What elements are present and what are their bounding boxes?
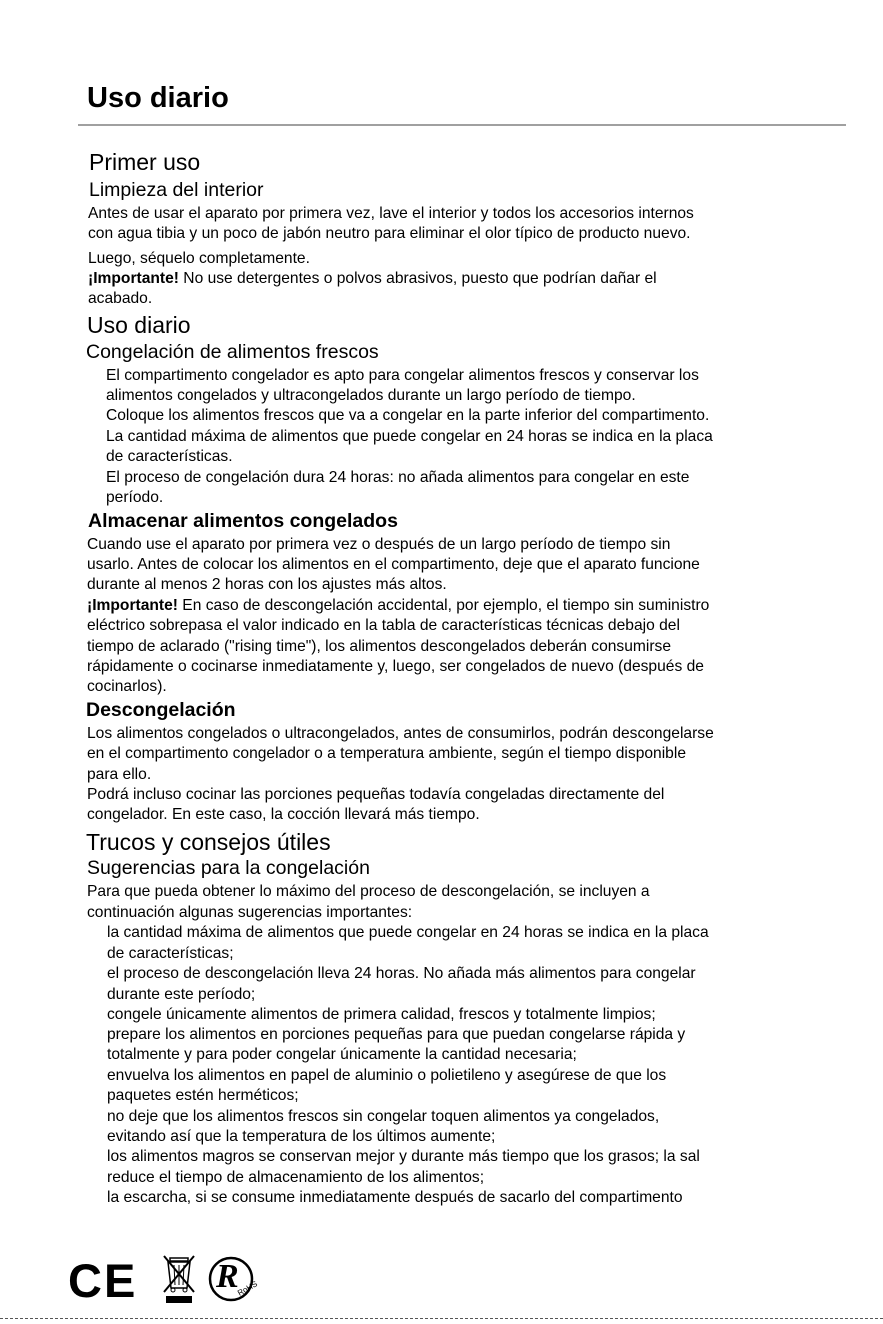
paragraph-line: tiempo de aclarado ("rising time"), los alimentos descongelados deberán consumirse bbox=[87, 638, 672, 655]
paragraph-line: Cuando use el aparato por primera vez o después de un largo período de tiempo sin bbox=[87, 536, 671, 553]
subheading-limpieza: Limpieza del interior bbox=[89, 179, 264, 201]
subheading-congelacion: Congelación de alimentos frescos bbox=[86, 341, 379, 363]
section-heading-primer-uso: Primer uso bbox=[89, 149, 201, 175]
paragraph-line: período. bbox=[106, 489, 164, 506]
paragraph-line: alimentos congelados y ultracongelados durante un largo período de tiempo. bbox=[106, 387, 636, 404]
paragraph-line: Podrá incluso cocinar las porciones pequeñas todavía congeladas directamente del bbox=[87, 786, 665, 803]
list-item: de características; bbox=[107, 945, 234, 962]
list-item: envuelva los alimentos en papel de aluminio o polietileno y asegúrese de que los bbox=[107, 1067, 667, 1084]
paragraph-line: continuación algunas sugerencias importantes: bbox=[87, 904, 413, 921]
paragraph-line: acabado. bbox=[88, 290, 153, 307]
list-item: el proceso de descongelación lleva 24 horas. No añada más alimentos para congelar bbox=[107, 965, 696, 982]
list-item: paquetes estén herméticos; bbox=[107, 1087, 299, 1104]
paragraph-line: usarlo. Antes de colocar los alimentos en el compartimento, deje que el aparato funcione bbox=[87, 556, 700, 573]
paragraph-line: de características. bbox=[106, 448, 233, 465]
paragraph-line: cocinarlos). bbox=[87, 678, 167, 695]
section-heading-trucos: Trucos y consejos útiles bbox=[86, 829, 331, 855]
list-item: congele únicamente alimentos de primera calidad, frescos y totalmente limpios; bbox=[107, 1006, 656, 1023]
list-item: la escarcha, si se consume inmediatamente después de sacarlo del compartimento bbox=[107, 1189, 683, 1206]
subheading-almacenar: Almacenar alimentos congelados bbox=[88, 510, 398, 532]
important-label: ¡Importante! bbox=[87, 597, 178, 614]
paragraph-line: congelador. En este caso, la cocción llevará más tiempo. bbox=[87, 806, 480, 823]
rohs-text: RoHS bbox=[236, 1279, 259, 1298]
list-item: evitando así que la temperatura de los últimos aumente; bbox=[107, 1128, 496, 1145]
bottom-divider bbox=[0, 1318, 883, 1319]
subheading-sugerencias: Sugerencias para la congelación bbox=[87, 857, 370, 879]
list-item: totalmente y para poder congelar únicamente la cantidad necesaria; bbox=[107, 1046, 577, 1063]
paragraph-line: rápidamente o cocinarse inmediatamente y, luego, ser congelados de nuevo (después de bbox=[87, 658, 704, 675]
list-item: reduce el tiempo de almacenamiento de los alimentos; bbox=[107, 1169, 485, 1186]
rohs-mark-icon bbox=[203, 1254, 265, 1306]
paragraph-line: Para que pueda obtener lo máximo del proceso de descongelación, se incluyen a bbox=[87, 883, 650, 900]
paragraph-line: Luego, séquelo completamente. bbox=[88, 250, 310, 267]
list-item: prepare los alimentos en porciones pequeñas para que puedan congelarse rápida y bbox=[107, 1026, 686, 1043]
important-note bbox=[87, 596, 709, 616]
important-text: No use detergentes o polvos abrasivos, puesto que podrían dañar el bbox=[178, 270, 657, 287]
ce-mark-icon: CE bbox=[68, 1254, 138, 1307]
important-label: ¡Importante! bbox=[88, 270, 179, 287]
important-text: En caso de descongelación accidental, por ejemplo, el tiempo sin suministro bbox=[177, 597, 710, 614]
title-divider bbox=[78, 124, 846, 126]
page-title: Uso diario bbox=[87, 82, 229, 114]
paragraph-line: eléctrico sobrepasa el valor indicado en la tabla de características técnicas debajo del bbox=[87, 617, 680, 634]
paragraph-line: en el compartimento congelador o a temperatura ambiente, según el tiempo disponible bbox=[87, 745, 686, 762]
weee-bin-icon bbox=[160, 1252, 198, 1304]
section-heading-uso-diario: Uso diario bbox=[87, 312, 191, 338]
paragraph-line: Los alimentos congelados o ultracongelados, antes de consumirlos, podrán descongelarse bbox=[87, 725, 714, 742]
paragraph-line: Antes de usar el aparato por primera vez, lave el interior y todos los accesorios internos bbox=[88, 205, 694, 222]
paragraph-line: para ello. bbox=[87, 766, 152, 783]
paragraph-line: Coloque los alimentos frescos que va a congelar en la parte inferior del compartimento. bbox=[106, 407, 710, 424]
paragraph-line: El proceso de congelación dura 24 horas: no añada alimentos para congelar en este bbox=[106, 469, 690, 486]
paragraph-line: El compartimento congelador es apto para congelar alimentos frescos y conservar los bbox=[106, 367, 699, 384]
paragraph-line: La cantidad máxima de alimentos que puede congelar en 24 horas se indica en la placa bbox=[106, 428, 713, 445]
subheading-descongelacion: Descongelación bbox=[86, 699, 236, 721]
list-item: la cantidad máxima de alimentos que puede congelar en 24 horas se indica en la placa bbox=[107, 924, 709, 941]
paragraph-line: con agua tibia y un poco de jabón neutro para eliminar el olor típico de producto nuevo. bbox=[88, 225, 691, 242]
list-item: durante este período; bbox=[107, 986, 256, 1003]
paragraph-line: durante al menos 2 horas con los ajustes más altos. bbox=[87, 576, 447, 593]
r-mark-text: R bbox=[216, 1258, 239, 1295]
important-note bbox=[88, 269, 657, 289]
list-item: no deje que los alimentos frescos sin congelar toquen alimentos ya congelados, bbox=[107, 1108, 660, 1125]
list-item: los alimentos magros se conservan mejor y durante más tiempo que los grasos; la sal bbox=[107, 1148, 700, 1165]
